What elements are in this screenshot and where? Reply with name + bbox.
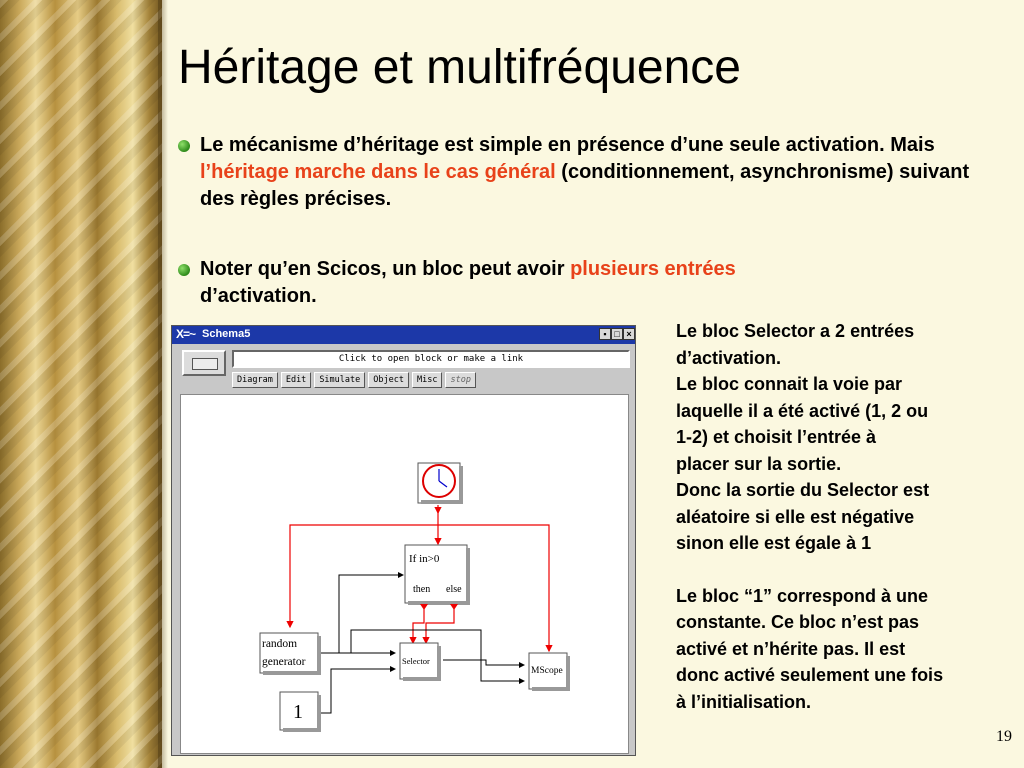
bullet-2-highlight: plusieurs entrées [570, 258, 736, 280]
selector-block[interactable] [400, 643, 441, 681]
side-line: placer sur la sortie. [676, 453, 842, 474]
side-line: laquelle il a été activé (1, 2 ou [676, 400, 929, 421]
side-line: donc activé seulement une fois [676, 665, 944, 685]
decorative-gold-band [0, 0, 162, 768]
ifthen-else-label: else [446, 584, 462, 595]
random-label-2: generator [262, 656, 306, 668]
window-titlebar[interactable] [172, 326, 635, 344]
message-bar: Click to open block or make a link [232, 350, 630, 368]
bullet-dot-icon [178, 264, 190, 276]
stop-button-face [192, 358, 218, 370]
bullet-2-part-1: Noter qu’en Scicos, un bloc peut avoir [200, 258, 571, 280]
minimize-icon[interactable]: ▪ [599, 328, 611, 340]
side-line: Donc la sortie du Selector est [676, 480, 930, 500]
selector-label: Selector [402, 656, 430, 666]
bullet-1-part-1: Le mécanisme d’héritage est simple en présence d’une seule activation. Mais [200, 134, 935, 156]
random-generator-block[interactable] [260, 633, 321, 675]
constant-block[interactable] [280, 692, 321, 732]
window-title: Schema5 [202, 328, 251, 340]
bullet-2-part-3: d’activation. [200, 285, 317, 307]
bullet-1 [178, 132, 978, 213]
diagram-svg [181, 395, 629, 754]
menu-edit[interactable]: Edit [281, 372, 311, 388]
mscope-block[interactable] [529, 653, 570, 691]
menu-stop[interactable]: stop [445, 372, 475, 388]
bullet-1-highlight: l’héritage marche dans le cas général [200, 161, 556, 183]
bullet-2-text [200, 256, 978, 310]
bullet-dot-icon [178, 140, 190, 152]
page-number: 19 [996, 728, 1012, 745]
side-line: constante. Ce bloc n’est pas [676, 612, 920, 632]
ifthen-label: If in>0 [409, 553, 440, 565]
constant-label: 1 [293, 701, 303, 723]
side-line: Le bloc Selector a 2 entrées [676, 321, 915, 341]
side-explanation [676, 318, 1016, 715]
menu-object[interactable]: Object [368, 372, 409, 388]
menu-diagram[interactable]: Diagram [232, 372, 278, 388]
x-window-icon[interactable]: X=~ [176, 327, 196, 341]
bullet-1-part-3: (conditionnement, asynchronisme) suivant des règles précises. [200, 161, 970, 210]
ifthenelse-block[interactable] [405, 545, 470, 610]
maximize-icon[interactable]: □ [611, 328, 623, 340]
side-line: d’activation. [676, 347, 782, 368]
diagram-canvas[interactable] [180, 394, 629, 754]
bullet-1-text [200, 132, 978, 213]
stop-button[interactable] [182, 350, 226, 376]
mscope-label: MScope [531, 666, 563, 676]
side-line: 1-2) et choisit l’entrée à [676, 427, 877, 447]
gold-band-shadow [158, 0, 168, 768]
side-line: aléatoire si elle est négative [676, 506, 915, 527]
bullet-2 [178, 256, 978, 310]
side-line: Le bloc connait la voie par [676, 374, 903, 394]
side-line: à l’initialisation. [676, 691, 812, 712]
side-line: sinon elle est égale à 1 [676, 533, 872, 553]
side-line: activé et n’hérite pas. Il est [676, 638, 906, 659]
menu-bar [232, 372, 476, 388]
paragraph-gap [676, 557, 1016, 583]
ifthen-then-label: then [413, 584, 431, 595]
clock-block[interactable] [418, 463, 463, 504]
menu-misc[interactable]: Misc [412, 372, 442, 388]
side-line: Le bloc “1” correspond à une [676, 585, 929, 606]
random-label-1: random [262, 638, 298, 650]
menu-simulate[interactable]: Simulate [314, 372, 365, 388]
slide-title: Héritage et multifréquence [178, 41, 741, 94]
scicos-window [171, 325, 636, 756]
close-icon[interactable]: × [623, 328, 635, 340]
scicos-toolbar [176, 346, 631, 392]
